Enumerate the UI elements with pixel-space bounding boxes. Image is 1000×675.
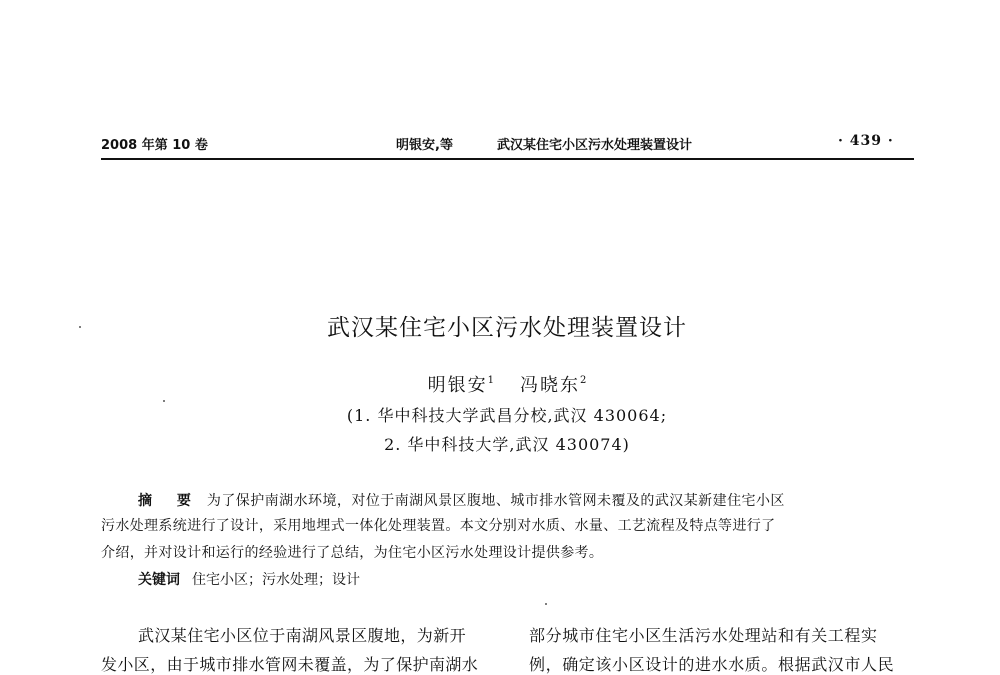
- scan-speck: [545, 603, 547, 605]
- body-right-line: 部分城市住宅小区生活污水处理站和有关工程实: [529, 626, 878, 645]
- keywords-line: [138, 569, 360, 589]
- scan-speck: [163, 400, 165, 402]
- affiliation-line: (1. 华中科技大学武昌分校,武汉 430064;: [346, 406, 668, 425]
- header-rule: [101, 158, 914, 160]
- page-number: · 439 ·: [838, 133, 894, 149]
- abstract-text: 为了保护南湖水环境，对位于南湖风景区腹地、城市排水管网未覆及的武汉某新建住宅小区: [206, 493, 785, 509]
- affiliation-mark: 1: [487, 375, 494, 386]
- author-name: 冯晓东: [520, 375, 580, 396]
- body-left-line: 武汉某住宅小区位于南湖风景区腹地，为新开: [138, 626, 467, 645]
- running-header-title: 武汉某住宅小区污水处理装置设计: [497, 138, 693, 153]
- author-name: 明银安: [427, 375, 488, 396]
- running-header-volume: 2008 年第 10 卷: [101, 138, 208, 153]
- abstract-label: 摘 要: [138, 493, 201, 509]
- affiliation-mark: 2: [580, 375, 587, 386]
- author-line: [0, 371, 1000, 397]
- keywords-text: 住宅小区；污水处理；设计: [192, 572, 360, 588]
- body-right-line: 例，确定该小区设计的进水水质。根据武汉市人民: [529, 655, 895, 674]
- abstract-text: 介绍，并对设计和运行的经验进行了总结，为住宅小区污水处理设计提供参考。: [101, 545, 604, 561]
- abstract-first-line: [138, 490, 785, 510]
- scan-speck: [79, 326, 81, 328]
- keywords-label: 关键词: [138, 572, 180, 588]
- abstract-text: 污水处理系统进行了设计，采用地埋式一体化处理装置。本文分别对水质、水量、工艺流程及特点等进行了: [101, 518, 776, 534]
- affiliation-line: 2. 华中科技大学,武汉 430074): [384, 435, 630, 454]
- body-left-line: 发小区，由于城市排水管网未覆盖，为了保护南湖水: [101, 655, 479, 674]
- running-header-authors: 明银安,等: [396, 138, 453, 153]
- article-title: 武汉某住宅小区污水处理装置设计: [327, 315, 687, 341]
